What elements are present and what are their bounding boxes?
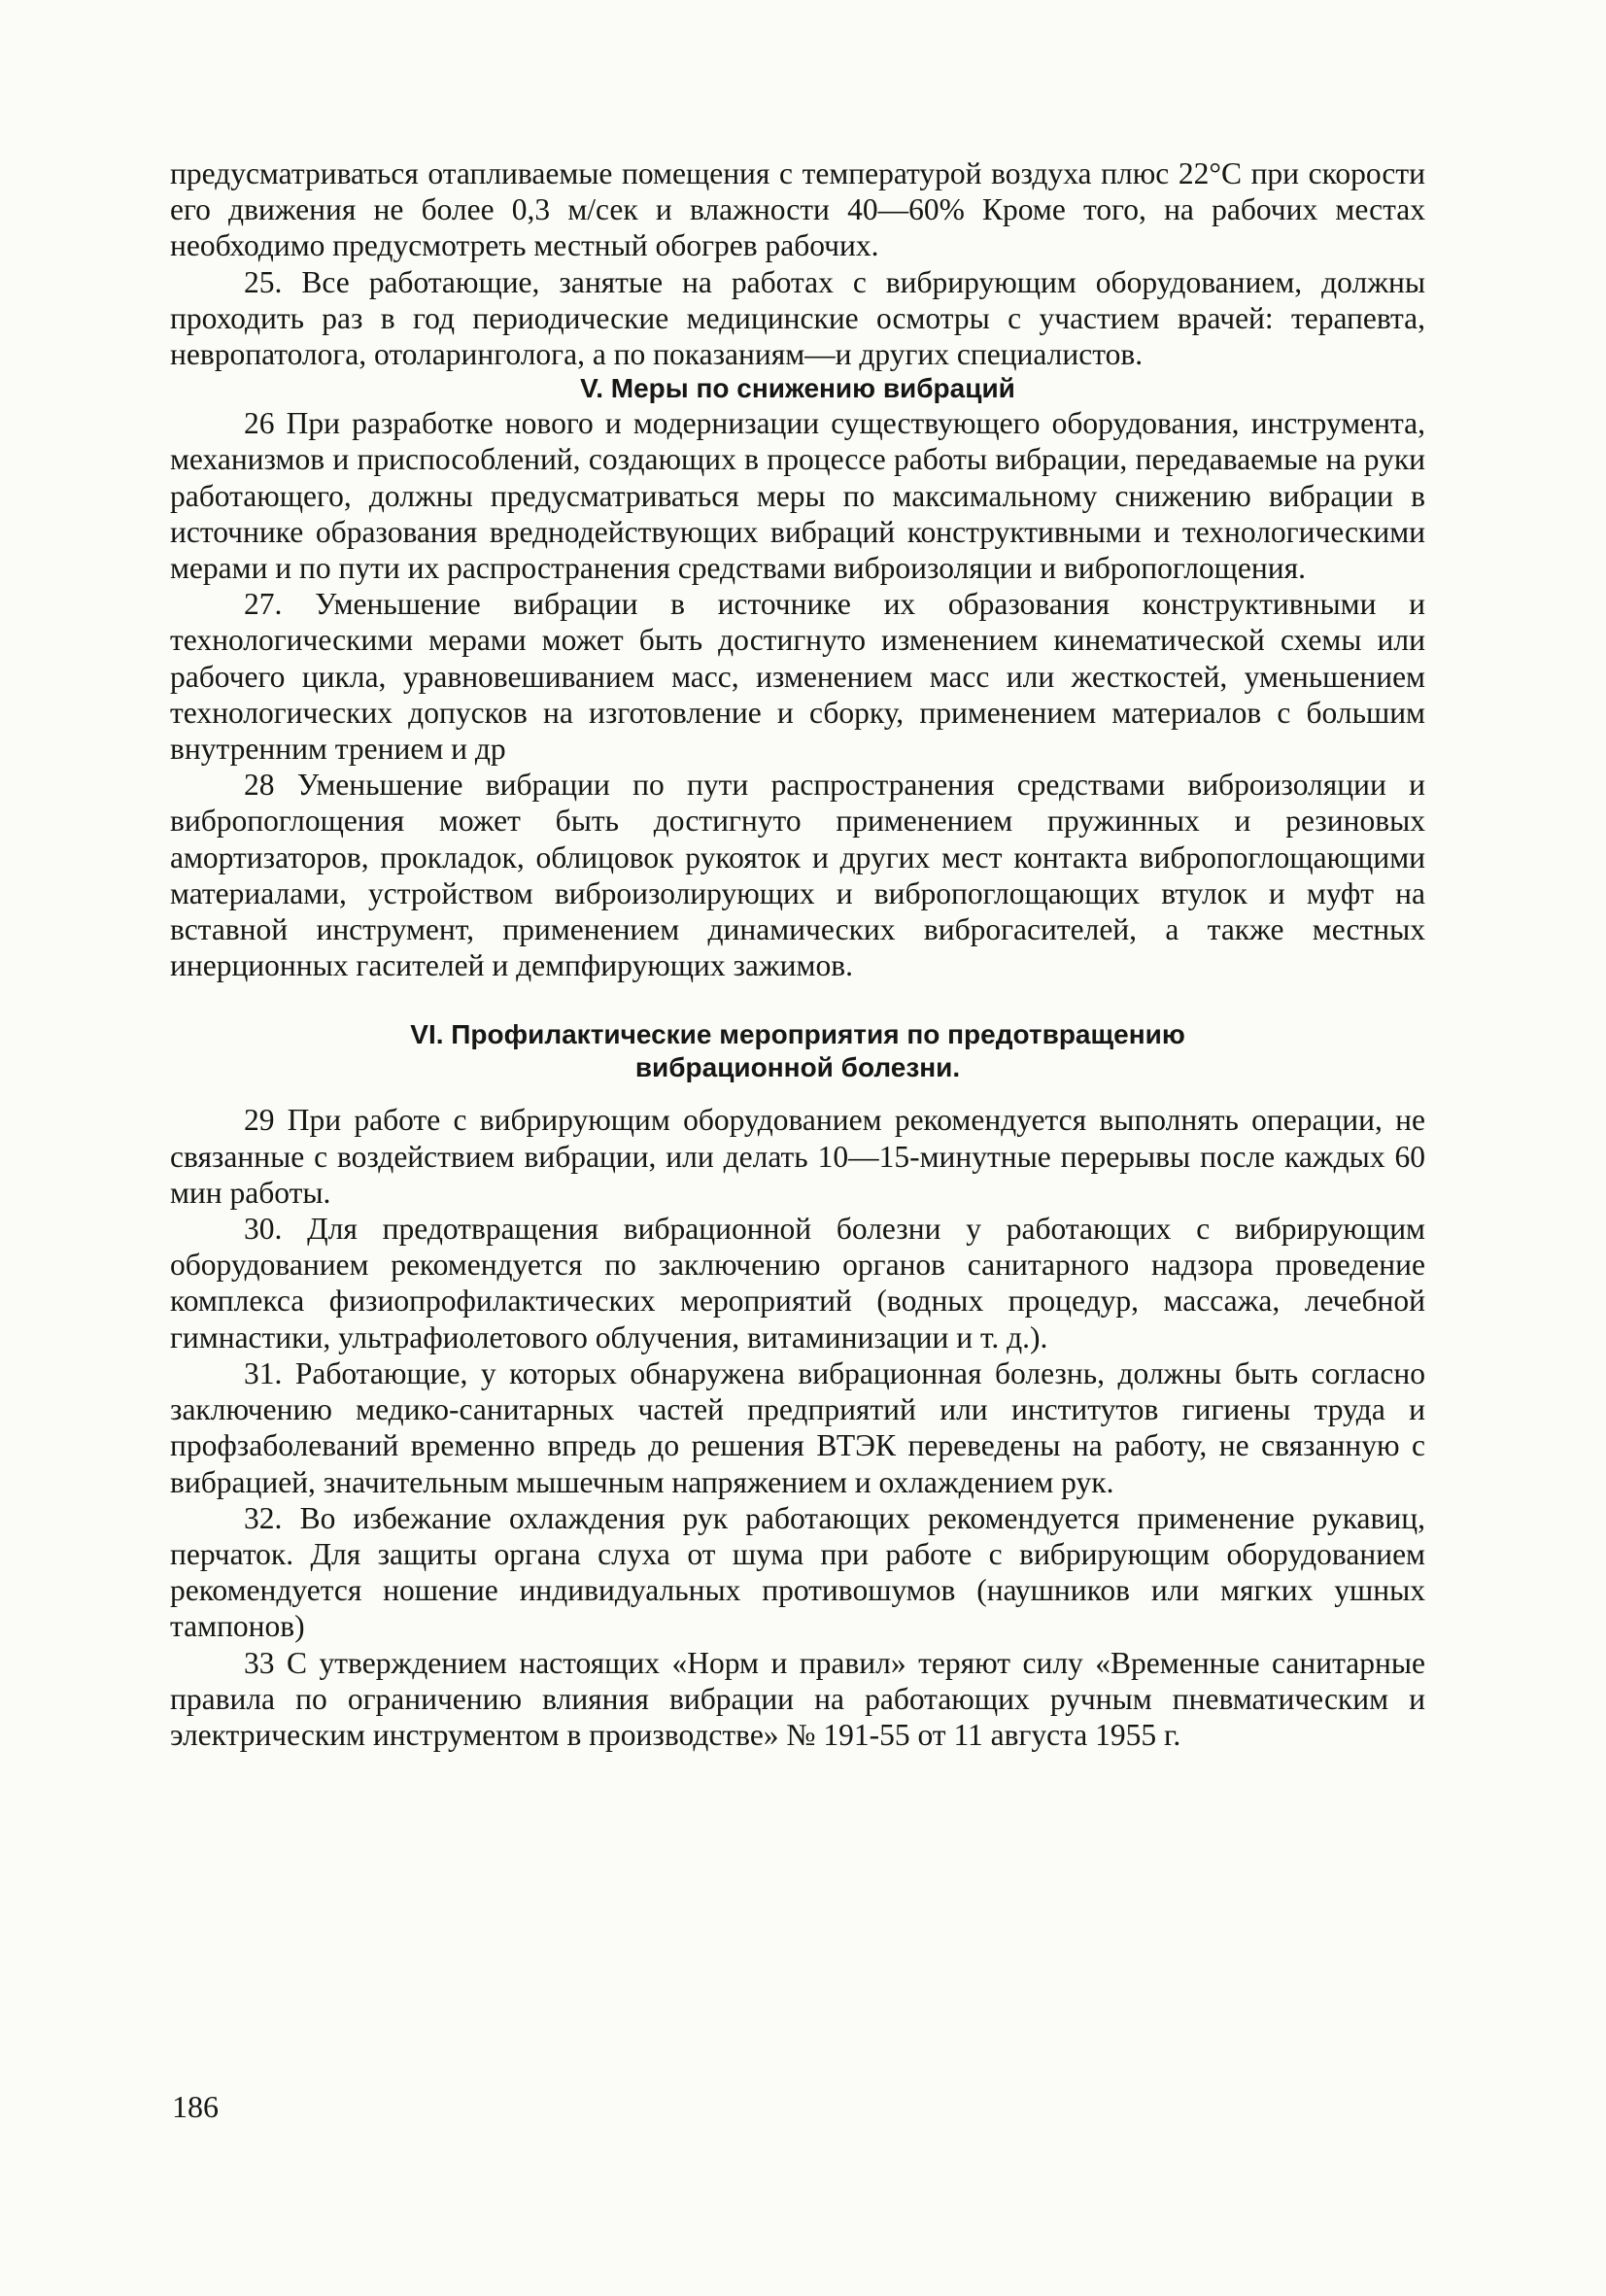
paragraph-33: 33 С утверждением настоящих «Норм и правил» теряют силу «Временные санитарные правила по ограничению влияния вибрации на работающих ручным пневматическим и электрическим инструментом в производстве» № 191-55 от 11 августа 1955 г. xyxy=(170,1645,1425,1752)
section-heading-6 xyxy=(170,1018,1425,1084)
section-heading-6-line-1: VI. Профилактические мероприятия по предотвращению xyxy=(410,1019,1185,1050)
page-number: 186 xyxy=(172,2089,219,2124)
paragraph-intro: предусматриваться отапливаемые помещения с температурой воздуха плюс 22°C при скорости его движения не более 0,3 м/сек и влажности 40—60% Кроме того, на рабочих местах необходимо предусмотреть местный обогрев рабочих. xyxy=(170,156,1425,263)
section-heading-6-line-2: вибрационной болезни. xyxy=(634,1052,961,1083)
paragraph-31: 31. Работающие, у которых обнаружена вибрационная болезнь, должны быть согласно заключению медико-санитарных частей предприятий или институтов гигиены труда и профзаболеваний временно впредь до решения ВТЭК переведены на работу, не связанную с вибрацией, значительным мышечным напряжением и охлаждением рук. xyxy=(170,1355,1425,1499)
paragraph-29: 29 При работе с вибрирующим оборудованием рекомендуется выполнять операции, не связанные с воздействием вибрации, или делать 10—15-минутные перерывы после каждых 60 мин работы. xyxy=(170,1103,1425,1210)
paragraph-25: 25. Все работающие, занятые на работах с вибрирующим оборудованием, должны проходить раз в год периодические медицинские осмотры с участием врачей: терапевта, невропатолога, отоларинголога, а по показаниям—и других специалистов. xyxy=(170,264,1425,372)
paragraph-32: 32. Во избежание охлаждения рук работающих рекомендуется применение рукавиц, перчаток. Для защиты органа слуха от шума при работе с вибрирующим оборудованием рекомендуется ношение индивидуальных противошумов (наушников или мягких ушных тампонов) xyxy=(170,1500,1425,1644)
paragraph-30: 30. Для предотвращения вибрационной болезни у работающих с вибрирующим оборудованием рекомендуется по заключению органов санитарного надзора проведение комплекса физиопрофилактических мероприятий (водных процедур, массажа, лечебной гимнастики, ультрафиолетового облучения, витаминизации и т. д.). xyxy=(170,1212,1425,1354)
paragraph-27: 27. Уменьшение вибрации в источнике их образования конструктивными и технологическими мерами может быть достигнуто изменением кинематической схемы или рабочего цикла, уравновешиванием масс, изменением масс или жесткостей, уменьшением технологических допусков на изготовление и сборку, применением материалов с большим внутренним трением и др xyxy=(170,587,1425,767)
paragraph-26: 26 При разработке нового и модернизации существующего оборудования, инструмента, механизмов и приспособлений, создающих в процессе работы вибрации, передаваемые на руки работающего, должны предусматриваться меры по максимальному снижению вибрации в источнике образования вреднодействующих вибраций конструктивными и технологическими мерами и по пути их распространения средствами виброизоляции и вибропоглощения. xyxy=(170,406,1425,586)
body-text xyxy=(170,155,1425,1753)
paragraph-28: 28 Уменьшение вибрации по пути распространения средствами виброизоляции и вибропоглощения может быть достигнуто применением пружинных и резиновых амортизаторов, прокладок, облицовок рукояток и других мест контакта вибропоглощающими материалами, устройством виброизолирующих и вибропоглощающих втулок и муфт на вставной инструмент, применением динамических виброгасителей, а также местных инерционных гасителей и демпфирующих зажимов. xyxy=(170,768,1425,983)
section-heading-5: V. Меры по снижению вибраций xyxy=(580,373,1015,404)
